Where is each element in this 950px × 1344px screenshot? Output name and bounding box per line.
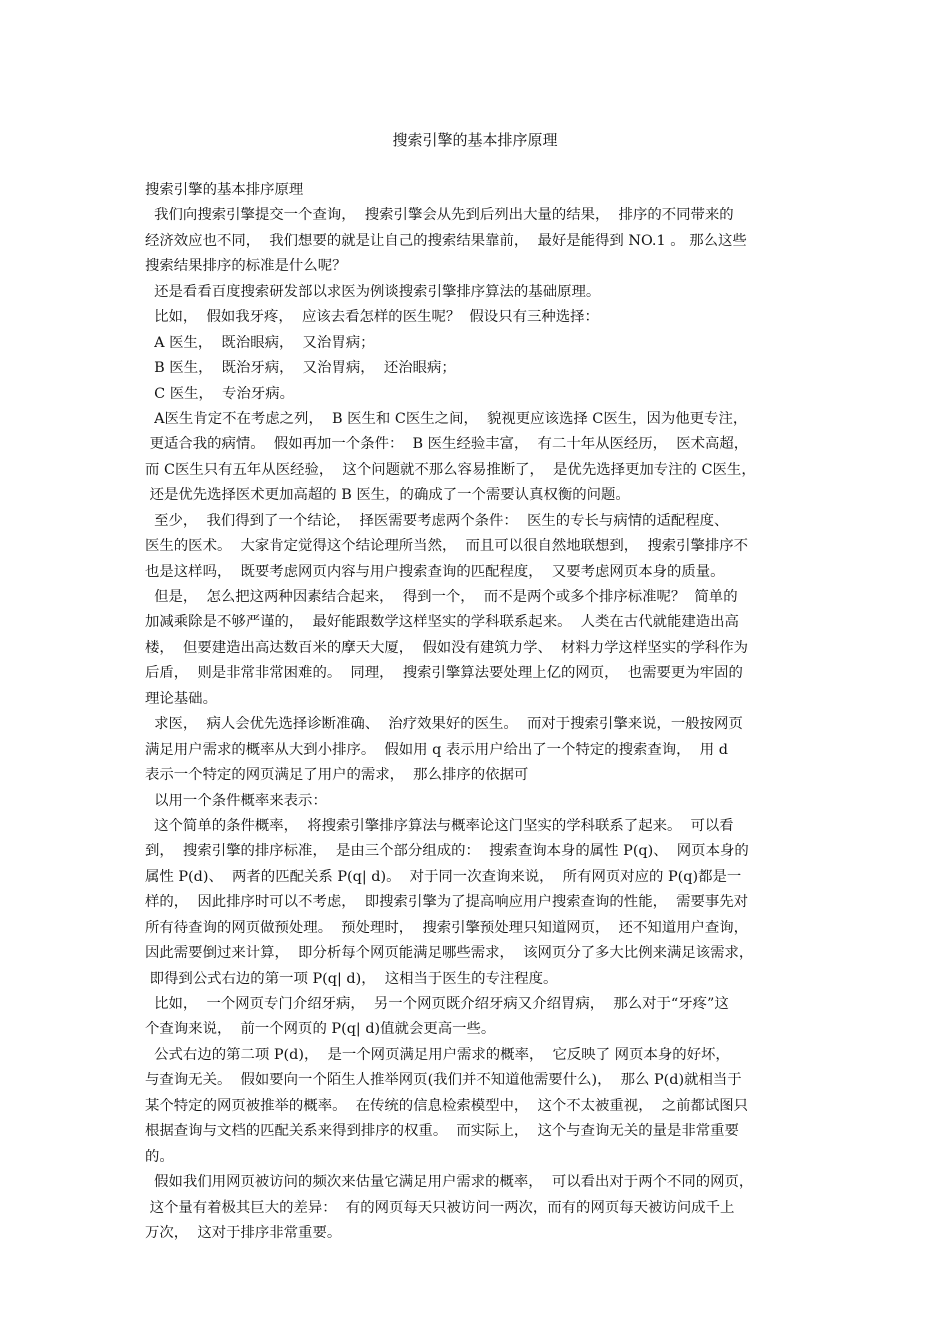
body-line: 万次， 这对于排序非常重要。 [145, 1224, 342, 1241]
body-line: 与查询无关。 假如要向一个陌生人推举网页(我们并不知道他需要什么)， 那么 P(d)就相当于 [145, 1072, 742, 1089]
body-line: 经济效应也不同， 我们想要的就是让自己的搜索结果靠前， 最好是能得到 NO.1 。 那么这些 [145, 232, 747, 249]
body-line: 比如， 一个网页专门介绍牙病， 另一个网页既介绍牙病又介绍胃病， 那么对于“牙疼”这 [145, 996, 729, 1012]
body-line: 这个简单的条件概率， 将搜索引擎排序算法与概率论这门坚实的学科联系了起来。 可以看 [145, 817, 734, 834]
body-line: 楼， 但要建造出高达数百米的摩天大厦， 假如没有建筑力学、 材料力学这样坚实的学科作为 [145, 639, 749, 656]
body-line: 属性 P(d)、 两者的匹配关系 P(q| d)。 对于同一次查询来说， 所有网页对应的 P(q)都是一 [145, 868, 742, 885]
body-line: 至少， 我们得到了一个结论， 择医需要考虑两个条件： 医生的专长与病情的适配程度、 [145, 512, 729, 529]
body-line: 我们向搜索引擎提交一个查询， 搜索引擎会从先到后列出大量的结果， 排序的不同带来的 [145, 207, 734, 224]
body-line: 根据查询与文档的匹配关系来得到排序的权重。 而实际上， 这个与查询无关的量是非常重要 [145, 1123, 739, 1140]
body-line: 理论基础。 [145, 690, 217, 707]
body-line: 而 C医生只有五年从医经验， 这个问题就不那么容易推断了， 是优先选择更加专注的 C医生， [145, 461, 756, 478]
body-line: 这个量有着极其巨大的差异： 有的网页每天只被访问一两次，而有的网页每天被访问成千上 [145, 1199, 735, 1216]
body-line: 表示一个特定的网页满足了用户的需求， 那么排序的依据可 [145, 767, 529, 784]
body-line: 个查询来说， 前一个网页的 P(q| d)值就会更高一些。 [145, 1021, 496, 1038]
body-line: C 医生， 专治牙病。 [145, 385, 295, 402]
body-line: 假如我们用网页被访问的频次来估量它满足用户需求的概率， 可以看出对于两个不同的网页， [145, 1174, 754, 1191]
document-body [145, 178, 825, 1246]
body-line: 满足用户需求的概率从大到小排序。 假如用 q 表示用户给出了一个特定的搜索查询， 用 d [145, 741, 728, 758]
body-line: 某个特定的网页被推举的概率。 在传统的信息检索模型中， 这个不太被重视， 之前都试图只 [145, 1097, 749, 1114]
body-line: 还是看看百度搜索研发部以求医为例谈搜索引擎排序算法的基础原理。 [145, 283, 601, 300]
body-line: 后盾， 则是非常非常困难的。 同理， 搜索引擎算法要处理上亿的网页， 也需要更为牢固的 [145, 665, 743, 682]
body-line: 求医， 病人会优先选择诊断准确、 治疗效果好的医生。 而对于搜索引擎来说，一般按网页 [145, 716, 743, 733]
body-line: 但是， 怎么把这两种因素结合起来， 得到一个， 而不是两个或多个排序标准呢？ 简单的 [145, 589, 738, 605]
body-line: A医生肯定不在考虑之列， B 医生和 C医生之间， 貌视更应该选择 C医生，因为他更专注， [145, 410, 748, 427]
body-line: 以用一个条件概率来表示： [145, 792, 327, 809]
body-line: 样的， 因此排序时可以不考虑， 即搜索引擎为了提高响应用户搜索查询的性能， 需要事先对 [145, 894, 749, 911]
body-line: 公式右边的第二项 P(d)， 是一个网页满足用户需求的概率， 它反映了 网页本身的好坏， [145, 1046, 730, 1063]
body-line: 还是优先选择医术更加高超的 B 医生，的确成了一个需要认真权衡的问题。 [145, 487, 630, 504]
body-line: 也是这样吗， 既要考虑网页内容与用户搜索查询的匹配程度， 又要考虑网页本身的质量。 [145, 563, 725, 580]
body-line: 医生的医术。 大家肯定觉得这个结论理所当然， 而且可以很自然地联想到， 搜索引擎排序不 [145, 538, 749, 555]
body-line: 到， 搜索引擎的排序标准， 是由三个部分组成的： 搜索查询本身的属性 P(q)、 网页本身的 [145, 843, 749, 860]
body-line: 搜索结果排序的标准是什么呢？ [145, 258, 347, 275]
body-line: 加减乘除是不够严谨的， 最好能跟数学这样坚实的学科联系起来。 人类在古代就能建造出高 [145, 614, 739, 631]
body-line: 比如， 假如我牙疼， 应该去看怎样的医生呢？ 假设只有三种选择： [145, 309, 599, 326]
body-line: B 医生， 既治牙病， 又治胃病， 还治眼病； [145, 360, 456, 377]
body-line: 所有待查询的网页做预处理。 预处理时， 搜索引擎预处理只知道网页， 还不知道用户查询， [145, 919, 749, 936]
body-line: 因此需要倒过来计算， 即分析每个网页能满足哪些需求， 该网页分了多大比例来满足该需求， [145, 945, 754, 962]
section-heading: 搜索引擎的基本排序原理 [145, 182, 304, 198]
document-title: 搜索引擎的基本排序原理 [392, 131, 558, 149]
body-line: 更适合我的病情。 假如再加一个条件： B 医生经验丰富， 有二十年从医经历， 医术高超， [145, 436, 749, 453]
body-line: 的。 [145, 1148, 174, 1165]
body-line: A 医生， 既治眼病， 又治胃病； [145, 334, 375, 351]
body-line: 即得到公式右边的第一项 P(q| d)， 这相当于医生的专注程度。 [145, 970, 558, 987]
